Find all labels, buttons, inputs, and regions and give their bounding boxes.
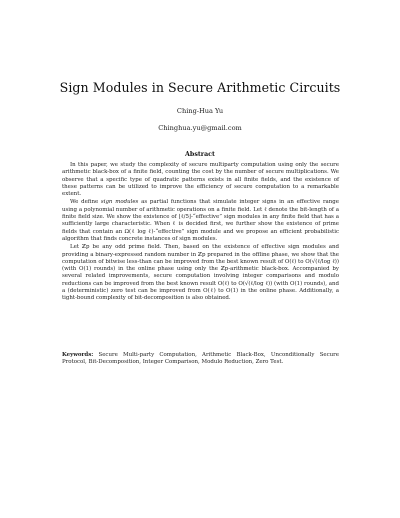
keywords-text: Secure Multi-party Computation, Arithmetic Black-Box, Unconditionally Secure Protocol, Bit-Decomposition, Integer Comparison, Modulo Reduction, Zero Test. xyxy=(62,352,339,366)
author-email: Chinghua.yu@gmail.com xyxy=(158,124,242,132)
abstract-body xyxy=(62,162,339,304)
abstract-paragraph-1: In this paper, we study the complexity of secure multiparty computation using only the secure arithmetic black-box of a finite field, counting the cost by the number of secure multiplications. We observe that a specific type of quadratic patterns exists in all finite fields, and the existence of these patterns can be utilized to improve the efficiency of secure computation to a remarkable extent. xyxy=(62,162,339,198)
sign-modules-term: sign modules xyxy=(100,199,139,206)
author-name: Ching-Hua Yu xyxy=(176,107,224,115)
paper-title: Sign Modules in Secure Arithmetic Circuits xyxy=(59,80,341,95)
abstract-heading: Abstract xyxy=(185,151,215,158)
keywords-line xyxy=(62,352,339,367)
abstract-paragraph-3: Let ℤp be any odd prime field. Then, based on the existence of effective sign modules and providing a binary-expressed random number in ℤp prepared in the offline phase, we show that the computation of bitwise less-than can be improved from the best known result of O(ℓ) to O(√(ℓ/log ℓ)) (with O(1) rounds) in the online phase using only the ℤp-arithmetic black-box. Accompanied by several related improvements, secure computation involving integer comparisons and modulo reductions can be improved from the best known result O(ℓ) to O(√(ℓ/log ℓ)) (with O(1) rounds), and a (deterministic) zero test can be improved from O(ℓ) to O(1) in the online phase. Additionally, a tight-bound complexity of bit-decomposition is also obtained. xyxy=(62,244,339,302)
keywords-label: Keywords: xyxy=(62,352,94,358)
abstract-p2-intro: We define xyxy=(70,199,101,206)
abstract-p2-rest: as partial functions that simulate integer signs in an effective range using a polynomial number of arithmetic operations on a finite field. Let ℓ denote the bit-length of a finite field size. We show the existence of ⌊ℓ/5⌋-“effective” sign modules in any finite field that has a sufficiently large characteristic. When ℓ is decided first, we further show the existence of prime fields that contain an Ω(ℓ log ℓ)-“effective” sign module and we propose an efficient probabilistic algorithm that finds concrete instances of sign modules. xyxy=(62,199,339,242)
abstract-paragraph-2 xyxy=(62,199,339,243)
